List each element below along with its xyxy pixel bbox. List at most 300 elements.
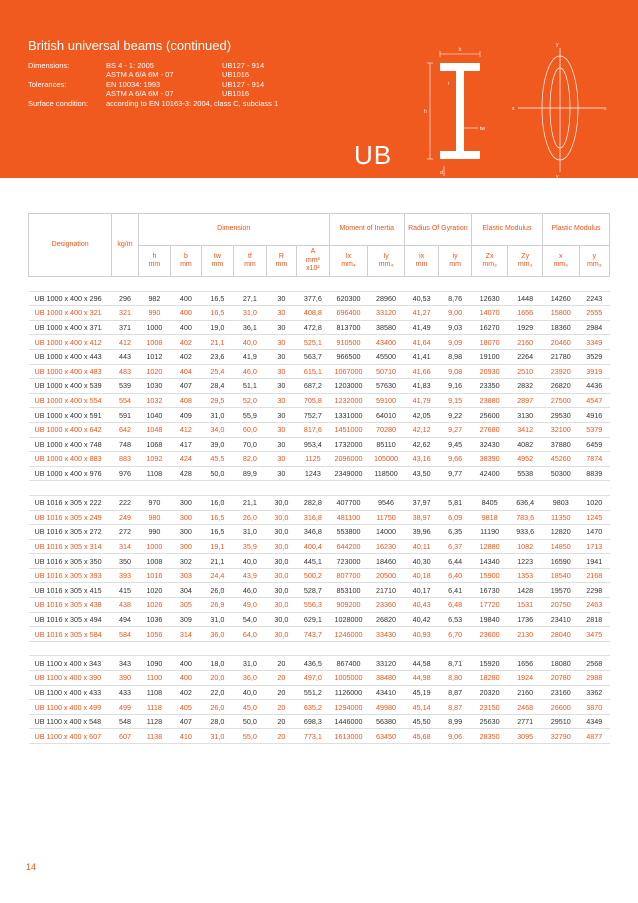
value-cell: 371 (112, 320, 138, 335)
col-header-r (266, 246, 296, 277)
spec-range: UB1016 (222, 89, 250, 98)
value-cell: 16,5 (201, 525, 234, 540)
value-cell: 5,81 (439, 495, 472, 510)
value-cell: 49,0 (234, 598, 267, 613)
value-cell: 32100 (542, 422, 579, 437)
value-cell: 50,0 (201, 466, 234, 481)
value-cell: 45,0 (234, 700, 267, 715)
col-header-line: Zy (521, 252, 530, 260)
value-cell: 1048 (138, 422, 171, 437)
value-cell: 551,2 (297, 685, 330, 700)
value-cell: 635,2 (297, 700, 330, 715)
spec-value: EN 10034: 1993 (106, 80, 161, 89)
value-cell: 31,0 (201, 612, 234, 627)
value-cell: 30 (266, 379, 296, 394)
value-cell: 1128 (138, 714, 171, 729)
value-cell: 2771 (508, 714, 543, 729)
col-header-iy (439, 246, 472, 277)
col-header-line: mm (211, 261, 224, 268)
value-cell: 30,0 (266, 525, 296, 540)
value-cell: 11190 (471, 525, 508, 540)
value-cell: 883 (112, 452, 138, 467)
col-header-a (297, 246, 330, 277)
value-cell: 424 (171, 452, 201, 467)
value-cell: 1470 (579, 525, 609, 540)
value-cell: 40,0 (234, 554, 267, 569)
value-cell: 2298 (579, 583, 609, 598)
table-row (29, 364, 610, 379)
value-cell: 807700 (329, 568, 368, 583)
value-cell: 525,1 (297, 335, 330, 350)
value-cell: 40,0 (234, 685, 267, 700)
value-cell: 3412 (508, 422, 543, 437)
designation-cell: UB 1016 x 305 x 438 (29, 598, 112, 613)
value-cell: 25630 (471, 714, 508, 729)
value-cell: 20750 (542, 598, 579, 613)
diagram-label-b: b (458, 47, 462, 53)
value-cell: 1353 (508, 568, 543, 583)
value-cell: 1531 (508, 598, 543, 613)
value-cell: 85110 (368, 437, 405, 452)
value-cell: 300 (171, 510, 201, 525)
value-cell: 18460 (368, 554, 405, 569)
col-header-zx (471, 246, 508, 277)
value-cell: 1125 (297, 452, 330, 467)
value-cell: 2096000 (329, 452, 368, 467)
value-cell: 45,50 (404, 714, 439, 729)
value-cell: 29530 (542, 408, 579, 423)
col-header-iy (368, 246, 405, 277)
value-cell: 16,5 (201, 306, 234, 321)
value-cell: 50710 (368, 364, 405, 379)
value-cell: 23410 (542, 612, 579, 627)
col-header-line: Ix (345, 252, 352, 260)
designation-cell: UB 1100 x 400 x 499 (29, 700, 112, 715)
value-cell: 50300 (542, 466, 579, 481)
col-header-line: mm (415, 261, 428, 268)
value-cell: 32790 (542, 729, 579, 744)
value-cell: 20930 (471, 364, 508, 379)
value-cell: 21,1 (234, 495, 267, 510)
value-cell: 696400 (329, 306, 368, 321)
value-cell: 407 (171, 714, 201, 729)
value-cell: 1246000 (329, 627, 368, 642)
designation-cell: UB 1000 x 400 x 296 (29, 291, 112, 306)
value-cell: 40,17 (404, 583, 439, 598)
value-cell: 497,0 (297, 671, 330, 686)
value-cell: 41,64 (404, 335, 439, 350)
col-header-zy (508, 246, 543, 277)
value-cell: 1008 (138, 554, 171, 569)
value-cell: 33120 (368, 656, 405, 671)
value-cell: 1016 (138, 568, 171, 583)
value-cell: 1005000 (329, 671, 368, 686)
axis-label-x-left: x (512, 106, 515, 112)
col-header-x (542, 246, 579, 277)
value-cell: 26600 (542, 700, 579, 715)
value-cell: 4349 (579, 714, 609, 729)
value-cell: 14070 (471, 306, 508, 321)
col-group-moment: Moment of Inertia (329, 214, 404, 246)
value-cell: 1613000 (329, 729, 368, 744)
designation-cell: UB 1016 x 305 x 584 (29, 627, 112, 642)
value-cell: 1000 (138, 320, 171, 335)
col-header-line: h (152, 252, 157, 260)
value-cell: 2160 (508, 335, 543, 350)
value-cell: 2264 (508, 349, 543, 364)
value-cell: 321 (112, 306, 138, 321)
value-cell: 3130 (508, 408, 543, 423)
value-cell: 30,0 (266, 495, 296, 510)
value-cell: 817,6 (297, 422, 330, 437)
value-cell: 9546 (368, 495, 405, 510)
value-cell: 408 (171, 393, 201, 408)
value-cell: 2243 (579, 291, 609, 306)
value-cell: 12820 (542, 525, 579, 540)
value-cell: 723000 (329, 554, 368, 569)
value-cell: 393 (112, 568, 138, 583)
value-cell: 303 (171, 568, 201, 583)
value-cell: 1446000 (329, 714, 368, 729)
value-cell: 23920 (542, 364, 579, 379)
value-cell: 23600 (471, 627, 508, 642)
value-cell: 15800 (542, 306, 579, 321)
value-cell: 316,8 (297, 510, 330, 525)
value-cell: 7874 (579, 452, 609, 467)
value-cell: 1032 (138, 393, 171, 408)
value-cell: 8,80 (439, 671, 472, 686)
col-header-line: mm₃ (553, 261, 568, 268)
value-cell: 8,87 (439, 700, 472, 715)
value-cell: 19570 (542, 583, 579, 598)
value-cell: 1118 (138, 700, 171, 715)
designation-cell: UB 1000 x 400 x 321 (29, 306, 112, 321)
value-cell: 18540 (542, 568, 579, 583)
designation-cell: UB 1000 x 400 x 554 (29, 393, 112, 408)
table-row (29, 452, 610, 467)
value-cell: 21,1 (201, 554, 234, 569)
table-row (29, 291, 610, 306)
value-cell: 41,49 (404, 320, 439, 335)
value-cell: 2160 (508, 685, 543, 700)
value-cell: 1736 (508, 612, 543, 627)
value-cell: 15920 (471, 656, 508, 671)
value-cell: 980 (138, 510, 171, 525)
value-cell: 6,40 (439, 568, 472, 583)
value-cell: 30 (266, 291, 296, 306)
designation-cell: UB 1000 x 400 x 412 (29, 335, 112, 350)
value-cell: 2818 (579, 612, 609, 627)
value-cell: 1012 (138, 349, 171, 364)
value-cell: 1028000 (329, 612, 368, 627)
value-cell: 31,0 (234, 656, 267, 671)
value-cell: 54,0 (234, 612, 267, 627)
value-cell: 49980 (368, 700, 405, 715)
value-cell: 3362 (579, 685, 609, 700)
value-cell: 8405 (471, 495, 508, 510)
col-header-line: tf (247, 252, 252, 260)
value-cell: 9803 (542, 495, 579, 510)
col-header-line: iy (452, 252, 458, 260)
value-cell: 25600 (471, 408, 508, 423)
value-cell: 3919 (579, 364, 609, 379)
designation-cell: UB 1016 x 305 x 350 (29, 554, 112, 569)
value-cell: 436,5 (297, 656, 330, 671)
value-cell: 409 (171, 408, 201, 423)
table-row (29, 671, 610, 686)
value-cell: 26,9 (201, 598, 234, 613)
value-cell: 3095 (508, 729, 543, 744)
value-cell: 30,0 (266, 554, 296, 569)
col-group-radius: Radius Of Gyration (404, 214, 471, 246)
diagram-label-h: h (424, 109, 427, 115)
value-cell: 18280 (471, 671, 508, 686)
value-cell: 18360 (542, 320, 579, 335)
value-cell: 407700 (329, 495, 368, 510)
value-cell: 2168 (579, 568, 609, 583)
col-header-line: Zx (485, 252, 494, 260)
table-row (29, 422, 610, 437)
value-cell: 554 (112, 393, 138, 408)
value-cell: 30,0 (266, 612, 296, 627)
value-cell: 40,30 (404, 554, 439, 569)
value-cell: 687,2 (297, 379, 330, 394)
value-cell: 584 (112, 627, 138, 642)
value-cell: 400 (171, 671, 201, 686)
value-cell: 14340 (471, 554, 508, 569)
col-header-ix (404, 246, 439, 277)
value-cell: 743,7 (297, 627, 330, 642)
designation-cell: UB 1016 x 305 x 222 (29, 495, 112, 510)
value-cell: 933,6 (508, 525, 543, 540)
value-cell: 20,0 (201, 671, 234, 686)
designation-cell: UB 1016 x 305 x 272 (29, 525, 112, 540)
value-cell: 18080 (542, 656, 579, 671)
value-cell: 9,22 (439, 408, 472, 423)
col-header-line: mm (449, 261, 461, 268)
value-cell: 813700 (329, 320, 368, 335)
axis-label-y-top: y (556, 42, 559, 48)
value-cell: 249 (112, 510, 138, 525)
value-cell: 9,00 (439, 306, 472, 321)
value-cell: 89,9 (234, 466, 267, 481)
value-cell: 309 (171, 612, 201, 627)
value-cell: 59100 (368, 393, 405, 408)
value-cell: 23350 (471, 379, 508, 394)
value-cell: 499 (112, 700, 138, 715)
value-cell: 24,4 (201, 568, 234, 583)
value-cell: 26,0 (201, 583, 234, 598)
value-cell: 26820 (368, 612, 405, 627)
value-cell: 428 (171, 466, 201, 481)
value-cell: 1090 (138, 656, 171, 671)
value-cell: 14000 (368, 525, 405, 540)
value-cell: 26,0 (234, 510, 267, 525)
value-cell: 2468 (508, 700, 543, 715)
value-cell: 1020 (579, 495, 609, 510)
table-row (29, 437, 610, 452)
value-cell: 953,4 (297, 437, 330, 452)
value-cell: 28350 (471, 729, 508, 744)
value-cell: 30 (266, 422, 296, 437)
value-cell: 105000 (368, 452, 405, 467)
spec-label: Dimensions: (28, 61, 70, 70)
value-cell: 30 (266, 364, 296, 379)
value-cell: 1108 (138, 685, 171, 700)
value-cell: 43,50 (404, 466, 439, 481)
value-cell: 402 (171, 349, 201, 364)
value-cell: 20 (266, 685, 296, 700)
value-cell: 41,79 (404, 393, 439, 408)
value-cell: 1008 (138, 335, 171, 350)
value-cell: 377,6 (297, 291, 330, 306)
value-cell: 2130 (508, 627, 543, 642)
value-cell: 6,35 (439, 525, 472, 540)
value-cell: 853100 (329, 583, 368, 598)
value-cell: 70280 (368, 422, 405, 437)
value-cell: 43,9 (234, 568, 267, 583)
value-cell: 1713 (579, 539, 609, 554)
value-cell: 40,0 (234, 335, 267, 350)
designation-cell: UB 1016 x 305 x 494 (29, 612, 112, 627)
value-cell: 36,0 (234, 671, 267, 686)
value-cell: 272 (112, 525, 138, 540)
value-cell: 31,0 (234, 306, 267, 321)
value-cell: 36,0 (201, 627, 234, 642)
value-cell: 38480 (368, 671, 405, 686)
designation-cell: UB 1000 x 400 x 371 (29, 320, 112, 335)
col-header-line: mm₄ (378, 261, 394, 268)
value-cell: 30 (266, 437, 296, 452)
table-row (29, 393, 610, 408)
value-cell: 42,05 (404, 408, 439, 423)
value-cell: 481100 (329, 510, 368, 525)
value-cell: 2984 (579, 320, 609, 335)
table-row (29, 700, 610, 715)
col-header-line: R (278, 252, 284, 260)
value-cell: 1929 (508, 320, 543, 335)
value-cell: 1100 (138, 671, 171, 686)
value-cell: 483 (112, 364, 138, 379)
value-cell: 20 (266, 714, 296, 729)
col-header-line: mm₃ (587, 261, 602, 268)
value-cell: 705,8 (297, 393, 330, 408)
value-cell: 45500 (368, 349, 405, 364)
table-row (29, 306, 610, 321)
value-cell: 4952 (508, 452, 543, 467)
value-cell: 8,76 (439, 291, 472, 306)
value-cell: 4082 (508, 437, 543, 452)
table-row (29, 408, 610, 423)
value-cell: 12880 (471, 539, 508, 554)
value-cell: 642 (112, 422, 138, 437)
value-cell: 38390 (471, 452, 508, 467)
value-cell: 443 (112, 349, 138, 364)
value-cell: 19,1 (201, 539, 234, 554)
table-row (29, 627, 610, 642)
value-cell: 644200 (329, 539, 368, 554)
value-cell: 1067000 (329, 364, 368, 379)
value-cell: 698,3 (297, 714, 330, 729)
designation-cell: UB 1100 x 400 x 548 (29, 714, 112, 729)
value-cell: 636,4 (508, 495, 543, 510)
value-cell: 1126000 (329, 685, 368, 700)
col-header-line: ix (419, 252, 425, 260)
value-cell: 12630 (471, 291, 508, 306)
value-cell: 343 (112, 656, 138, 671)
value-cell: 607 (112, 729, 138, 744)
designation-cell: UB 1016 x 305 x 314 (29, 539, 112, 554)
value-cell: 867400 (329, 656, 368, 671)
col-header-line: mm₃ (482, 261, 497, 268)
value-cell: 82,0 (234, 452, 267, 467)
value-cell: 1082 (508, 539, 543, 554)
value-cell: 1138 (138, 729, 171, 744)
value-cell: 2988 (579, 671, 609, 686)
value-cell: 44,98 (404, 671, 439, 686)
value-cell: 30 (266, 335, 296, 350)
value-cell: 2568 (579, 656, 609, 671)
value-cell: 23160 (542, 685, 579, 700)
value-cell: 222 (112, 495, 138, 510)
value-cell: 9,15 (439, 393, 472, 408)
beam-table (28, 213, 610, 744)
value-cell: 1026 (138, 598, 171, 613)
value-cell: 22,0 (201, 685, 234, 700)
value-cell: 31,0 (201, 408, 234, 423)
value-cell: 400 (171, 656, 201, 671)
value-cell: 402 (171, 685, 201, 700)
value-cell: 28040 (542, 627, 579, 642)
diagram-label-tw: tw (480, 126, 485, 132)
table-row (29, 525, 610, 540)
value-cell: 990 (138, 525, 171, 540)
col-header-tf (234, 246, 267, 277)
designation-cell: UB 1016 x 305 x 249 (29, 510, 112, 525)
value-cell: 1056 (138, 627, 171, 642)
designation-cell: UB 1100 x 400 x 390 (29, 671, 112, 686)
value-cell: 52,0 (234, 393, 267, 408)
value-cell: 2555 (579, 306, 609, 321)
col-header-line: b (183, 252, 188, 260)
group-separator (29, 641, 610, 656)
col-header-b (171, 246, 201, 277)
value-cell: 8,99 (439, 714, 472, 729)
value-cell: 8,98 (439, 349, 472, 364)
col-designation: Designation (29, 214, 112, 277)
value-cell: 1924 (508, 671, 543, 686)
value-cell: 8,71 (439, 656, 472, 671)
value-cell: 23880 (471, 393, 508, 408)
value-cell: 990 (138, 306, 171, 321)
value-cell: 500,2 (297, 568, 330, 583)
value-cell: 29,5 (201, 393, 234, 408)
value-cell: 3529 (579, 349, 609, 364)
value-cell: 60,0 (234, 422, 267, 437)
value-cell: 282,8 (297, 495, 330, 510)
value-cell: 1656 (508, 306, 543, 321)
value-cell: 30,0 (266, 539, 296, 554)
value-cell: 28,4 (201, 379, 234, 394)
designation-cell: UB 1000 x 400 x 591 (29, 408, 112, 423)
value-cell: 28,0 (201, 714, 234, 729)
value-cell: 45,5 (201, 452, 234, 467)
value-cell: 33430 (368, 627, 405, 642)
value-cell: 21,1 (201, 335, 234, 350)
value-cell: 20320 (471, 685, 508, 700)
spec-label: Surface condition: (28, 99, 89, 108)
value-cell: 6459 (579, 437, 609, 452)
